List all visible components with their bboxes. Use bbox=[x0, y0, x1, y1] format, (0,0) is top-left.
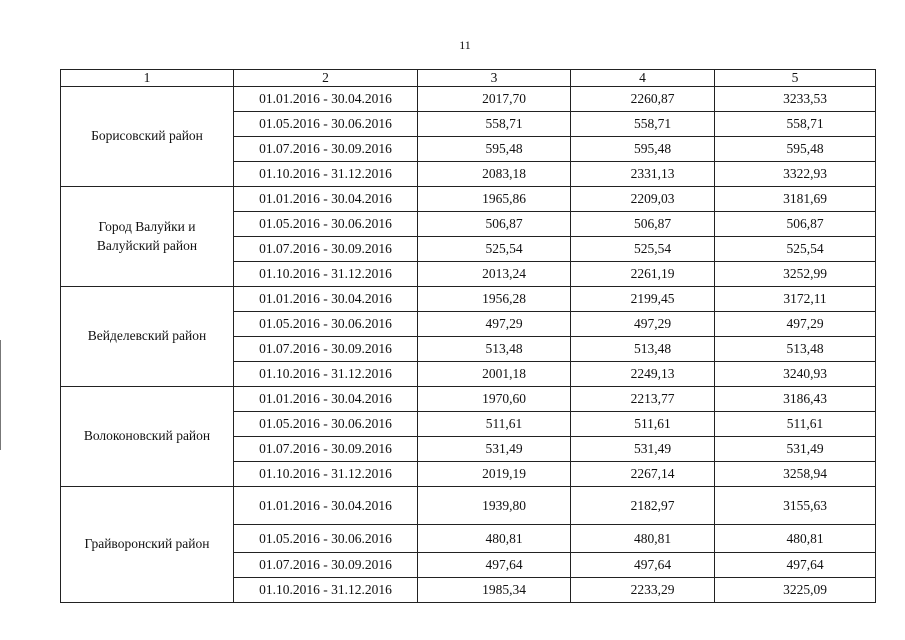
tariff-value-cell: 1956,28 bbox=[418, 287, 571, 312]
tariff-value-cell: 3155,63 bbox=[715, 487, 876, 525]
tariff-value-cell: 2083,18 bbox=[418, 162, 571, 187]
period-cell: 01.07.2016 - 30.09.2016 bbox=[234, 553, 418, 578]
period-cell: 01.07.2016 - 30.09.2016 bbox=[234, 437, 418, 462]
period-cell: 01.10.2016 - 31.12.2016 bbox=[234, 362, 418, 387]
tariff-value-cell: 513,48 bbox=[571, 337, 715, 362]
tariff-value-cell: 3252,99 bbox=[715, 262, 876, 287]
tariff-value-cell: 513,48 bbox=[418, 337, 571, 362]
tariff-value-cell: 3240,93 bbox=[715, 362, 876, 387]
tariff-value-cell: 595,48 bbox=[418, 137, 571, 162]
table-row bbox=[61, 187, 876, 212]
tariff-value-cell: 531,49 bbox=[418, 437, 571, 462]
period-cell: 01.05.2016 - 30.06.2016 bbox=[234, 312, 418, 337]
period-cell: 01.01.2016 - 30.04.2016 bbox=[234, 487, 418, 525]
column-header: 3 bbox=[418, 70, 571, 87]
table-row bbox=[61, 87, 876, 112]
tariff-value-cell: 513,48 bbox=[715, 337, 876, 362]
tariff-value-cell: 497,64 bbox=[418, 553, 571, 578]
tariff-value-cell: 2331,13 bbox=[571, 162, 715, 187]
period-cell: 01.05.2016 - 30.06.2016 bbox=[234, 112, 418, 137]
tariff-table bbox=[60, 69, 876, 603]
district-name-cell: Волоконовский район bbox=[61, 387, 234, 487]
table-body bbox=[61, 87, 876, 603]
tariff-value-cell: 2260,87 bbox=[571, 87, 715, 112]
tariff-value-cell: 558,71 bbox=[571, 112, 715, 137]
tariff-value-cell: 525,54 bbox=[715, 237, 876, 262]
column-header: 4 bbox=[571, 70, 715, 87]
tariff-value-cell: 1985,34 bbox=[418, 578, 571, 603]
tariff-value-cell: 525,54 bbox=[418, 237, 571, 262]
tariff-value-cell: 497,29 bbox=[715, 312, 876, 337]
tariff-value-cell: 2249,13 bbox=[571, 362, 715, 387]
tariff-value-cell: 3181,69 bbox=[715, 187, 876, 212]
tariff-value-cell: 480,81 bbox=[418, 525, 571, 553]
tariff-value-cell: 1965,86 bbox=[418, 187, 571, 212]
tariff-value-cell: 3322,93 bbox=[715, 162, 876, 187]
district-name-cell: Борисовский район bbox=[61, 87, 234, 187]
tariff-value-cell: 595,48 bbox=[571, 137, 715, 162]
period-cell: 01.07.2016 - 30.09.2016 bbox=[234, 137, 418, 162]
table-row bbox=[61, 287, 876, 312]
tariff-value-cell: 3233,53 bbox=[715, 87, 876, 112]
period-cell: 01.05.2016 - 30.06.2016 bbox=[234, 525, 418, 553]
table-header-row bbox=[61, 70, 876, 87]
tariff-value-cell: 525,54 bbox=[571, 237, 715, 262]
period-cell: 01.01.2016 - 30.04.2016 bbox=[234, 187, 418, 212]
tariff-value-cell: 531,49 bbox=[571, 437, 715, 462]
tariff-value-cell: 2261,19 bbox=[571, 262, 715, 287]
tariff-value-cell: 511,61 bbox=[418, 412, 571, 437]
table-row bbox=[61, 387, 876, 412]
period-cell: 01.07.2016 - 30.09.2016 bbox=[234, 237, 418, 262]
tariff-value-cell: 2233,29 bbox=[571, 578, 715, 603]
tariff-value-cell: 595,48 bbox=[715, 137, 876, 162]
tariff-value-cell: 3172,11 bbox=[715, 287, 876, 312]
column-header: 1 bbox=[61, 70, 234, 87]
tariff-value-cell: 2199,45 bbox=[571, 287, 715, 312]
period-cell: 01.10.2016 - 31.12.2016 bbox=[234, 262, 418, 287]
period-cell: 01.01.2016 - 30.04.2016 bbox=[234, 287, 418, 312]
tariff-value-cell: 2001,18 bbox=[418, 362, 571, 387]
tariff-value-cell: 2182,97 bbox=[571, 487, 715, 525]
period-cell: 01.10.2016 - 31.12.2016 bbox=[234, 462, 418, 487]
tariff-value-cell: 1970,60 bbox=[418, 387, 571, 412]
district-name-cell: Грайворонский район bbox=[61, 487, 234, 603]
district-name-cell: Вейделевский район bbox=[61, 287, 234, 387]
column-header: 5 bbox=[715, 70, 876, 87]
tariff-value-cell: 2267,14 bbox=[571, 462, 715, 487]
tariff-value-cell: 2019,19 bbox=[418, 462, 571, 487]
tariff-value-cell: 2013,24 bbox=[418, 262, 571, 287]
period-cell: 01.01.2016 - 30.04.2016 bbox=[234, 87, 418, 112]
table-row bbox=[61, 487, 876, 525]
tariff-value-cell: 558,71 bbox=[715, 112, 876, 137]
tariff-value-cell: 497,29 bbox=[418, 312, 571, 337]
column-header: 2 bbox=[234, 70, 418, 87]
tariff-value-cell: 511,61 bbox=[715, 412, 876, 437]
tariff-value-cell: 497,29 bbox=[571, 312, 715, 337]
tariff-value-cell: 1939,80 bbox=[418, 487, 571, 525]
tariff-value-cell: 531,49 bbox=[715, 437, 876, 462]
period-cell: 01.05.2016 - 30.06.2016 bbox=[234, 412, 418, 437]
page-number: 11 bbox=[459, 38, 471, 52]
tariff-value-cell: 506,87 bbox=[418, 212, 571, 237]
tariff-value-cell: 497,64 bbox=[715, 553, 876, 578]
tariff-value-cell: 506,87 bbox=[715, 212, 876, 237]
tariff-value-cell: 558,71 bbox=[418, 112, 571, 137]
period-cell: 01.01.2016 - 30.04.2016 bbox=[234, 387, 418, 412]
period-cell: 01.10.2016 - 31.12.2016 bbox=[234, 578, 418, 603]
tariff-value-cell: 480,81 bbox=[571, 525, 715, 553]
period-cell: 01.05.2016 - 30.06.2016 bbox=[234, 212, 418, 237]
district-name-cell: Город Валуйки и Валуйский район bbox=[61, 187, 234, 287]
tariff-value-cell: 2209,03 bbox=[571, 187, 715, 212]
tariff-value-cell: 3258,94 bbox=[715, 462, 876, 487]
tariff-value-cell: 2017,70 bbox=[418, 87, 571, 112]
tariff-value-cell: 2213,77 bbox=[571, 387, 715, 412]
scan-edge-mark bbox=[0, 340, 1, 450]
tariff-value-cell: 511,61 bbox=[571, 412, 715, 437]
tariff-value-cell: 497,64 bbox=[571, 553, 715, 578]
tariff-value-cell: 480,81 bbox=[715, 525, 876, 553]
tariff-value-cell: 506,87 bbox=[571, 212, 715, 237]
tariff-value-cell: 3186,43 bbox=[715, 387, 876, 412]
period-cell: 01.07.2016 - 30.09.2016 bbox=[234, 337, 418, 362]
period-cell: 01.10.2016 - 31.12.2016 bbox=[234, 162, 418, 187]
tariff-value-cell: 3225,09 bbox=[715, 578, 876, 603]
